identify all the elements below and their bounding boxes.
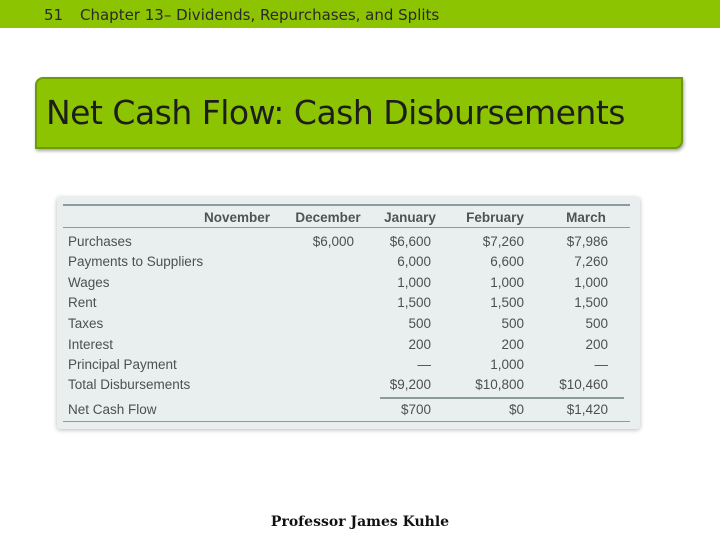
table-cell: $7,986 [566, 234, 608, 249]
chapter-title: Chapter 13– Dividends, Repurchases, and Splits [80, 6, 440, 24]
row-label: Taxes [68, 316, 104, 331]
header-rule [63, 227, 630, 228]
table-cell: $1,420 [566, 402, 608, 417]
table-cell: $9,200 [389, 377, 431, 392]
column-header-november: November [203, 210, 271, 225]
slide-number: 51 [44, 6, 64, 24]
table-cell: 6,600 [490, 254, 524, 269]
table-cell: 6,000 [397, 254, 431, 269]
totals-rule [380, 397, 624, 399]
table-cell: $6,000 [312, 234, 354, 249]
column-header-december: December [295, 210, 361, 225]
table-cell: 500 [585, 316, 608, 331]
table-cell: — [594, 357, 608, 372]
cash-disbursements-table [57, 197, 640, 429]
table-cell: 1,500 [490, 295, 524, 310]
table-cell: 1,000 [397, 275, 431, 290]
table-cell: 1,000 [490, 357, 524, 372]
table-cell: 1,500 [397, 295, 431, 310]
table-cell: 1,000 [490, 275, 524, 290]
table-cell: $6,600 [389, 234, 431, 249]
row-label: Wages [68, 275, 110, 290]
table-cell: — [417, 357, 431, 372]
slide-title: Net Cash Flow: Cash Disbursements [46, 93, 625, 132]
table-top-rule [63, 204, 630, 206]
row-label: Interest [68, 337, 114, 352]
row-label: Net Cash Flow [68, 402, 157, 417]
row-label: Principal Payment [68, 357, 177, 372]
column-header-february: February [466, 210, 524, 225]
row-label: Total Disbursements [68, 377, 191, 392]
table-cell: $10,460 [559, 377, 608, 392]
table-bottom-rule [63, 421, 630, 422]
table-cell: 200 [408, 337, 431, 352]
table-cell: $10,800 [475, 377, 524, 392]
column-header-january: January [384, 210, 436, 225]
table-cell: 500 [501, 316, 524, 331]
title-box [35, 77, 683, 149]
row-label: Rent [68, 295, 97, 310]
presenter-credit: Professor James Kuhle [270, 514, 450, 530]
table-cell: 7,260 [574, 254, 608, 269]
row-label: Purchases [68, 234, 132, 249]
table-cell: 200 [501, 337, 524, 352]
table-cell: 1,000 [574, 275, 608, 290]
header-bar [0, 0, 720, 28]
column-header-march: March [566, 210, 606, 225]
table-cell: $700 [400, 402, 431, 417]
table-cell: 500 [408, 316, 431, 331]
table-cell: 200 [585, 337, 608, 352]
table-cell: $0 [508, 402, 524, 417]
table-cell: 1,500 [574, 295, 608, 310]
row-label: Payments to Suppliers [68, 254, 204, 269]
table-cell: $7,260 [482, 234, 524, 249]
